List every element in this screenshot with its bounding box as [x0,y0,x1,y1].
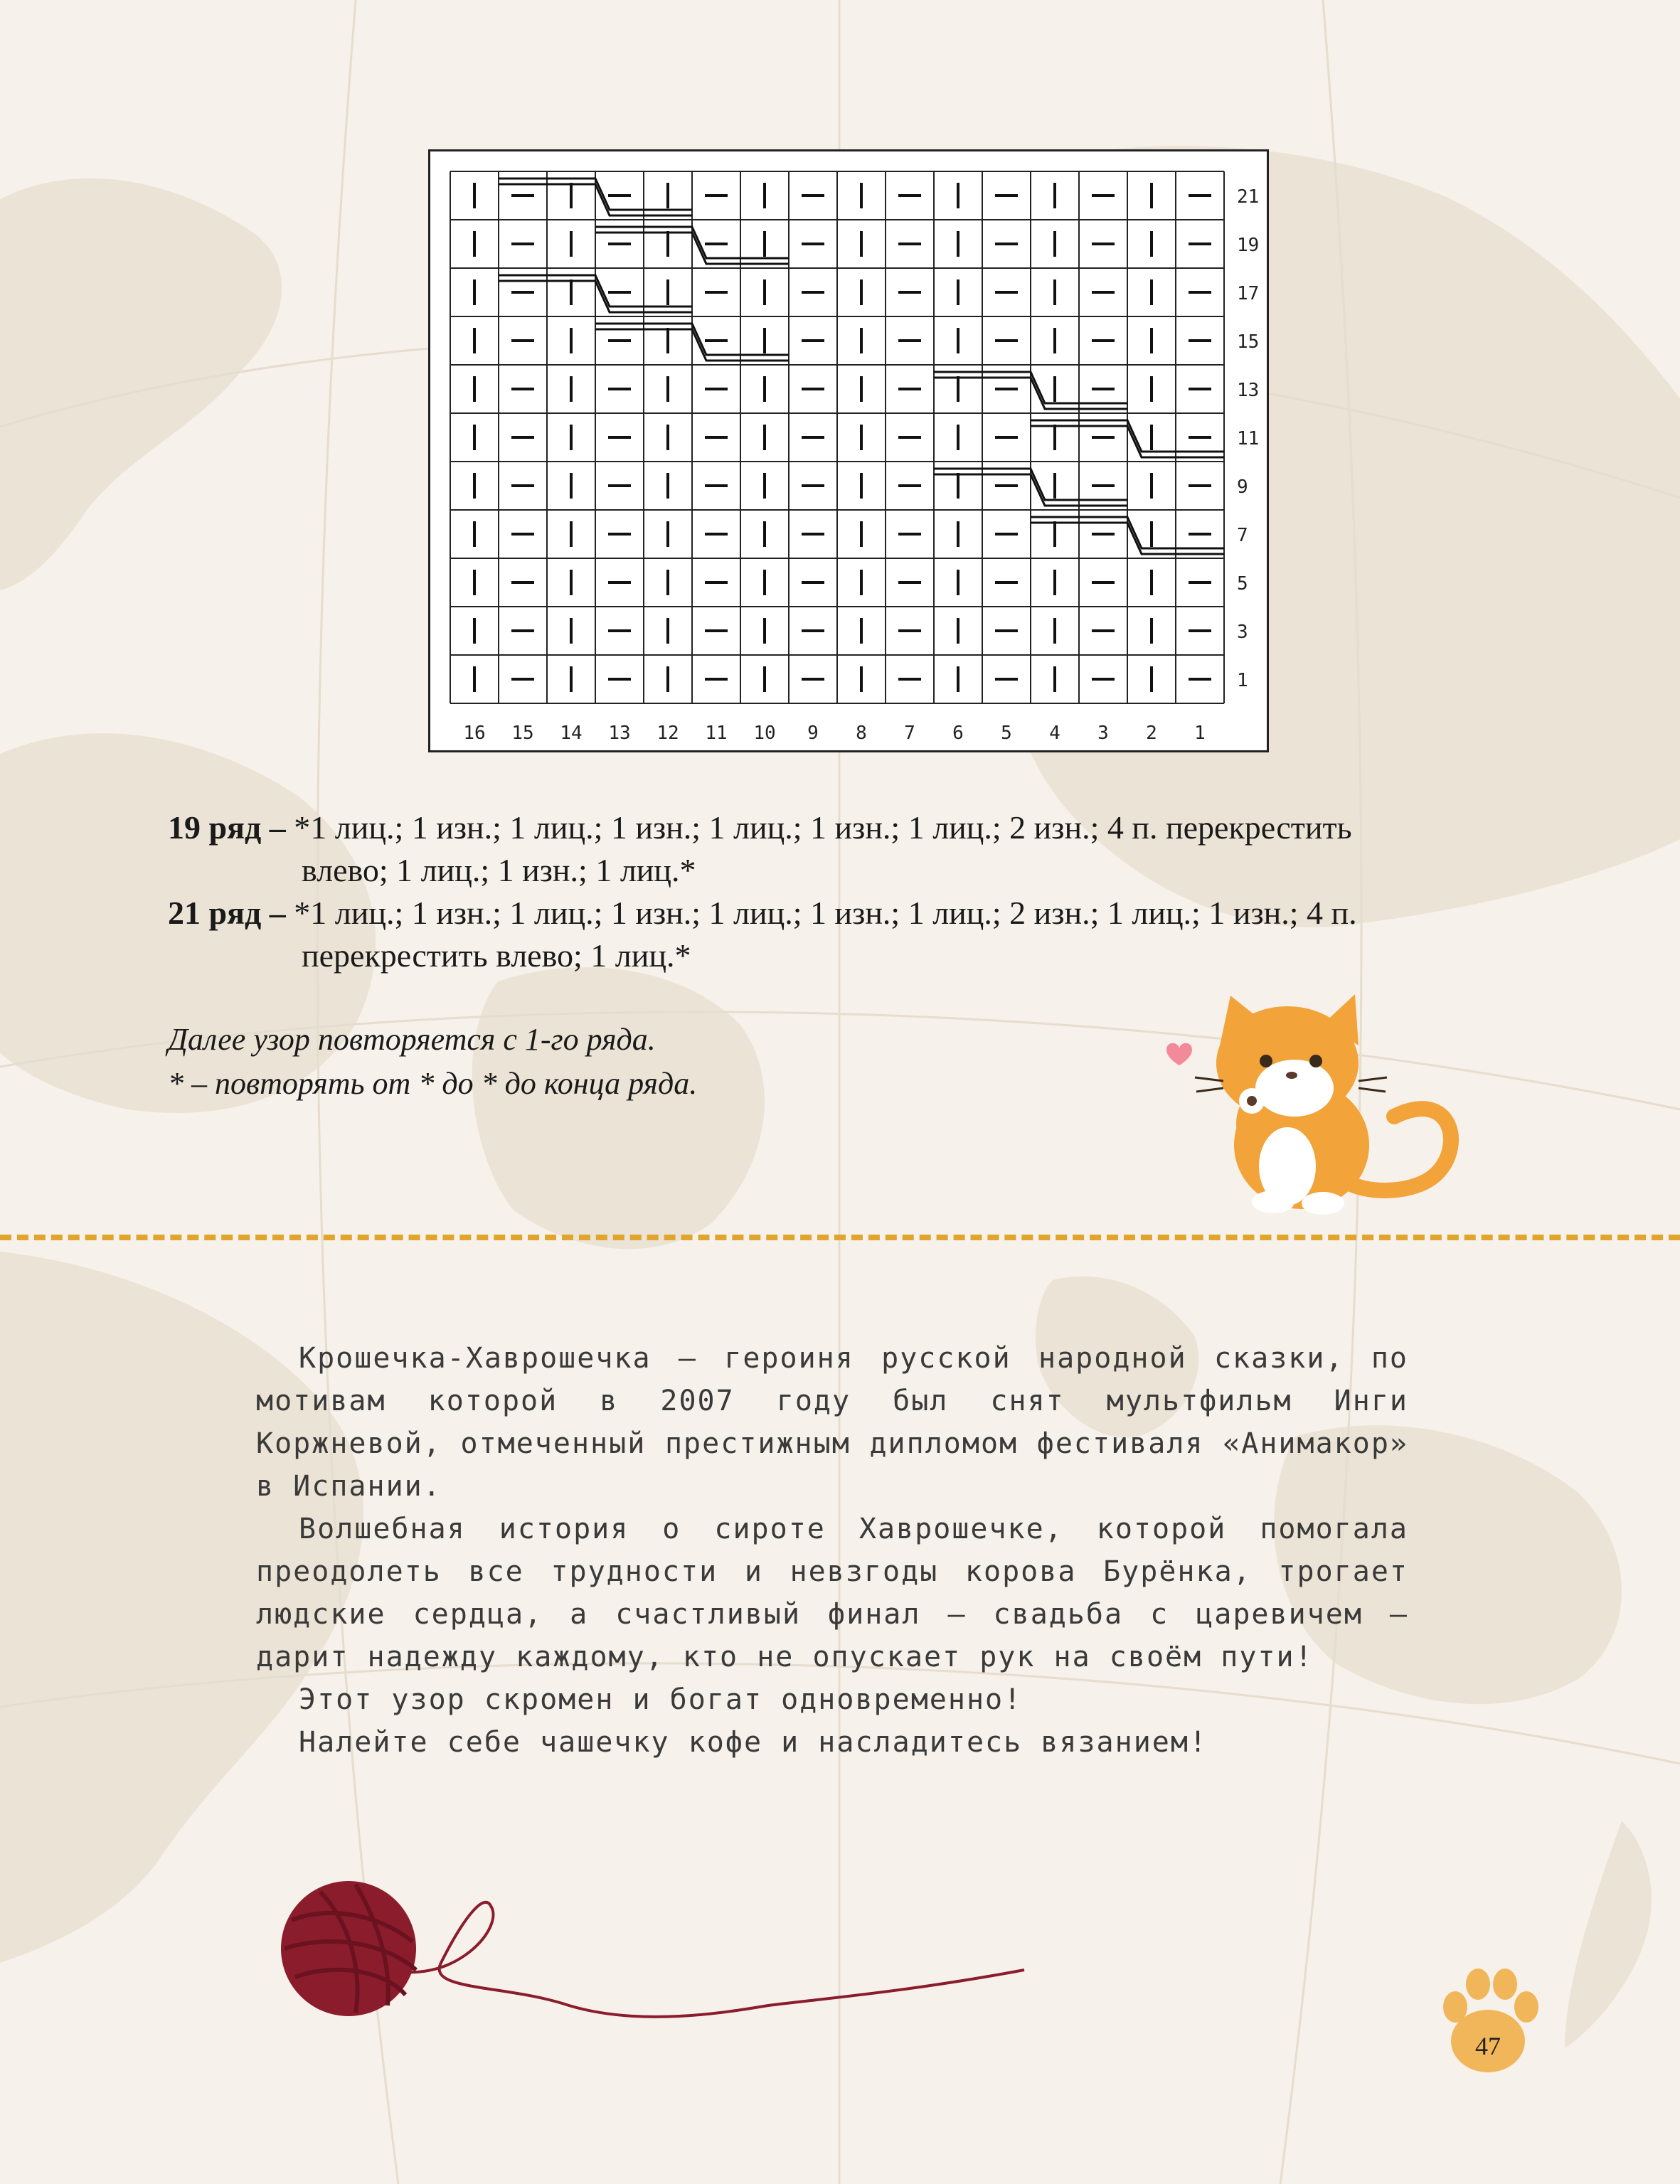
column-number-label: 6 [952,723,964,744]
row-number-label: 7 [1237,525,1248,546]
row-number-label: 17 [1237,283,1260,304]
asterisk-note: * – повторять от * до * до конца ряда. [168,1066,698,1101]
row-number-label: 11 [1237,428,1260,449]
story-paragraph: Крошечка-Хаврошечка – героиня русской народной сказки, по мотивам которой в 2007 году был снят мультфильм Инги Коржневой, отмеченный престижным дипломом фестиваля «Анимакор» в Испании. [256,1342,1408,1503]
row-21-line2: перекрестить влево; 1 лиц.* [302,937,691,974]
column-number-label: 9 [807,723,819,744]
instruction-row-21 [168,892,1357,934]
row-number-label: 1 [1237,670,1248,691]
row-number-label: 9 [1237,476,1248,498]
column-number-label: 12 [656,723,679,744]
column-number-label: 15 [511,723,534,744]
column-number-label: 16 [463,723,486,744]
story-paragraph: Волшебная история о сироте Хаврошечке, которой помогала преодолеть все трудности и невзгоды корова Бурёнка, трогает людские сердца, а счастливый финал – свадьба с царевичем – дарит надежду каждому, кто не опускает рук на своём пути! [256,1513,1408,1673]
column-number-label: 7 [904,723,915,744]
column-number-label: 11 [705,723,728,744]
row-number-label: 19 [1237,235,1260,256]
page-number-badge [1430,1963,1543,2077]
column-number-label: 4 [1049,723,1060,744]
row-number-label: 3 [1237,622,1248,643]
row-21-line1: *1 лиц.; 1 изн.; 1 лиц.; 1 изн.; 1 лиц.; 1 изн.; 1 лиц.; 2 изн.; 1 лиц.; 1 изн.; 4 п. [294,895,1357,931]
row-19-label: 19 ряд – [168,809,286,846]
story-paragraph: Налейте себе чашечку кофе и насладитесь вязанием! [299,1726,1208,1759]
repeat-note: Далее узор повторяется с 1-го ряда. [168,1022,656,1057]
column-number-label: 5 [1001,723,1012,744]
story-text [256,1337,1408,1764]
column-number-label: 10 [753,723,776,744]
story-paragraph: Этот узор скромен и богат одновременно! [299,1683,1023,1716]
row-19-line2: влево; 1 лиц.; 1 изн.; 1 лиц.* [302,852,696,888]
column-number-label: 8 [856,723,867,744]
row-19-line1: *1 лиц.; 1 изн.; 1 лиц.; 1 изн.; 1 лиц.; 1 изн.; 1 лиц.; 2 изн.; 4 п. перекрестить [294,809,1352,846]
row-21-label: 21 ряд – [168,895,286,931]
instruction-row-19 [168,806,1352,849]
knitting-chart-grid [430,151,1267,750]
column-number-label: 1 [1194,723,1206,744]
column-number-label: 13 [608,723,631,744]
row-number-label: 13 [1237,380,1260,401]
cat-illustration [1152,981,1465,1223]
dashed-divider [0,1235,1680,1240]
page-number: 47 [1475,2032,1501,2060]
column-number-label: 2 [1146,723,1157,744]
column-number-label: 14 [560,723,583,744]
knitting-chart [428,149,1269,752]
row-number-label: 21 [1237,186,1260,208]
row-number-label: 15 [1237,331,1260,353]
yarn-ball-illustration [270,1863,1067,2034]
column-number-label: 3 [1097,723,1109,744]
row-number-label: 5 [1237,573,1248,595]
